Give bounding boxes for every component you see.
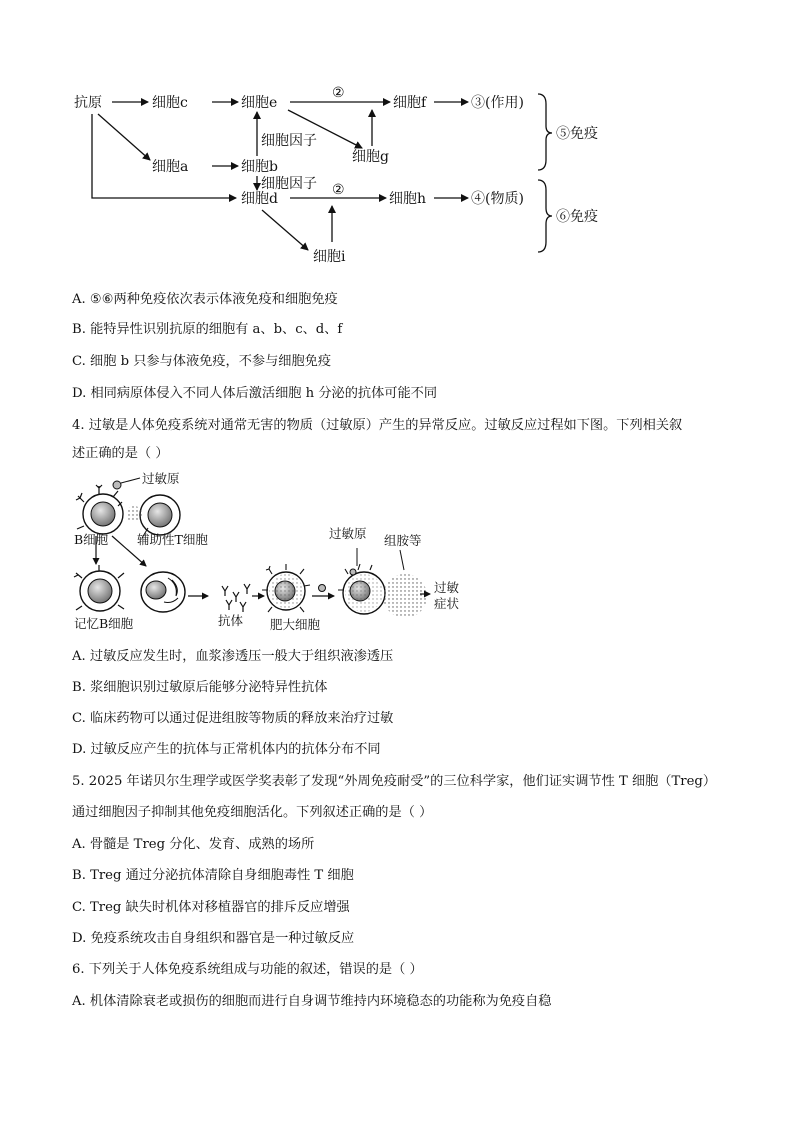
cell-g-label: 细胞g (352, 149, 389, 165)
mark-3-label: ③(作用) (471, 95, 524, 111)
q4-option-a: A. 过敏反应发生时，血浆渗透压一般大于组织液渗透压 (72, 649, 394, 664)
cell-e-label: 细胞e (241, 95, 278, 111)
cell-i-label: 细胞i (313, 249, 346, 265)
q5-stem-line1: 5. 2025 年诺贝尔生理学或医学奖表彰了发现“外周免疫耐受”的三位科学家，他们证实调节性 T 细胞（Treg） (72, 774, 717, 789)
q3-option-c: C. 细胞 b 只参与体液免疫，不参与细胞免疫 (72, 354, 332, 369)
antigen-label: 抗原 (74, 95, 102, 111)
cell-f-label: 细胞f (393, 95, 427, 111)
q4-option-d: D. 过敏反应产生的抗体与正常机体内的抗体分布不同 (72, 742, 381, 757)
q3-option-d: D. 相同病原体侵入不同人体后激活细胞 h 分泌的抗体可能不同 (72, 386, 438, 401)
q5-option-a: A. 骨髓是 Treg 分化、发育、成熟的场所 (72, 837, 315, 852)
cell-h-label: 细胞h (389, 191, 427, 207)
q4-option-b: B. 浆细胞识别过敏原后能够分泌特异性抗体 (72, 680, 328, 695)
q4-option-c: C. 临床药物可以通过促进组胺等物质的释放来治疗过敏 (72, 711, 394, 726)
antibody-graphic (222, 584, 250, 612)
histamine-cloud (383, 574, 427, 618)
cell-b-label: 细胞b (241, 159, 278, 175)
b-cell-graphic (76, 485, 123, 534)
b-cell-label: B细胞 (74, 532, 109, 547)
cytokine-2-label: 细胞因子 (261, 176, 317, 192)
q5-option-c: C. Treg 缺失时机体对移植器官的排斥反应增强 (72, 900, 350, 915)
symptom-label-1: 过敏 (434, 580, 460, 595)
mast-cell-label: 肥大细胞 (270, 617, 321, 632)
mark-2a-label: ② (332, 85, 345, 101)
antibody-label: 抗体 (218, 613, 244, 628)
brace-6 (538, 180, 552, 252)
q4-stem-line2: 述正确的是（ ） (72, 446, 169, 461)
allergen-particle-2 (319, 585, 326, 592)
allergy-process-diagram (0, 466, 794, 638)
helper-t-cell-graphic (126, 495, 180, 535)
histamine-label: 组胺等 (384, 533, 422, 548)
mark-2b-label: ② (332, 182, 345, 198)
histamine-leader (400, 550, 404, 570)
immune-pathway-diagram (0, 0, 794, 270)
symptom-label-2: 症状 (434, 596, 460, 611)
mark-4-label: ④(物质) (471, 191, 524, 207)
allergen-particle (113, 481, 121, 489)
q5-option-d: D. 免疫系统攻击自身组织和器官是一种过敏反应 (72, 931, 355, 946)
immunity-5-label: ⑤免疫 (556, 126, 598, 142)
allergen-1-label: 过敏原 (142, 471, 180, 486)
cell-a-label: 细胞a (152, 159, 189, 175)
q3-option-a: A. ⑤⑥两种免疫依次表示体液免疫和细胞免疫 (72, 292, 338, 307)
q4-stem-line1: 4. 过敏是人体免疫系统对通常无害的物质（过敏原）产生的异常反应。过敏反应过程如下图。下列相关叙 (72, 418, 683, 433)
arrow-antigen-a (98, 114, 150, 160)
allergen-leader (121, 478, 140, 483)
q5-stem-line2: 通过细胞因子抑制其他免疫细胞活化。下列叙述正确的是（ ） (72, 805, 433, 820)
memory-b-cell-graphic (74, 565, 124, 611)
cell-d-label: 细胞d (241, 191, 278, 207)
immunity-6-label: ⑥免疫 (556, 209, 598, 225)
q6-stem-line1: 6. 下列关于人体免疫系统组成与功能的叙述，错误的是（ ） (72, 962, 423, 977)
activated-mast-cell-graphic (338, 564, 385, 614)
cell-c-label: 细胞c (152, 95, 188, 111)
allergen-2-label: 过敏原 (329, 526, 367, 541)
arrow-antigen-d (92, 114, 236, 198)
memory-b-label: 记忆B细胞 (74, 616, 134, 631)
helper-t-label: 辅助性T细胞 (137, 532, 208, 547)
mast-cell-graphic (262, 564, 310, 612)
plasma-cell-graphic (141, 572, 185, 612)
brace-5 (538, 94, 552, 170)
q6-option-a: A. 机体清除衰老或损伤的细胞而进行自身调节维持内环境稳态的功能称为免疫自稳 (72, 994, 552, 1009)
arrow-d-i (262, 210, 308, 250)
q3-option-b: B. 能特异性识别抗原的细胞有 a、b、c、d、f (72, 322, 343, 337)
q5-option-b: B. Treg 通过分泌抗体清除自身细胞毒性 T 细胞 (72, 868, 354, 883)
cytokine-1-label: 细胞因子 (261, 133, 317, 149)
